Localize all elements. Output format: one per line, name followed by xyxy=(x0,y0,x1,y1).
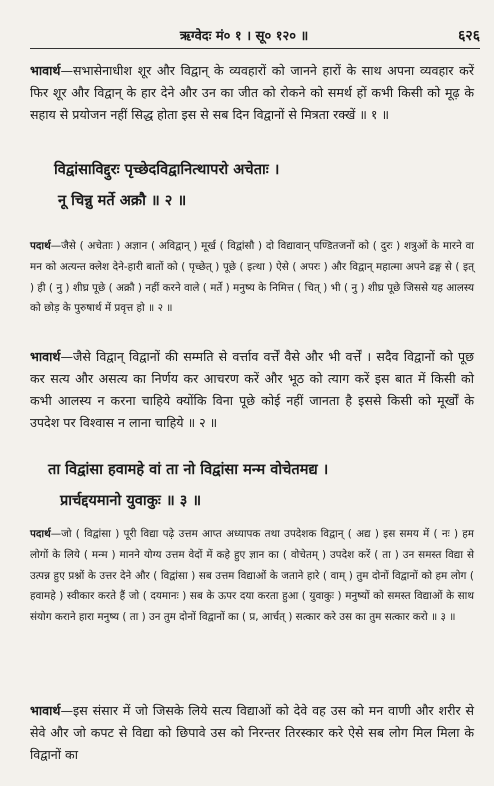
running-header xyxy=(30,22,480,49)
bhavarth-paragraph-3 xyxy=(30,700,474,766)
bhavarth-text: —जैसे विद्वान् विद्वानों की सम्मति से वर्त्ताव वर्त्तें वैसे और भी वर्त्तें । सदैव विद्वानों को पूछ कर सत्य और असत्य का निर्णय कर आचरण करें और भूठ को त्याग करें इस बात में किसी को कभी आलस्य न करना चाहिये क्योंकि विना पूछे कोई नहीं जानता है इससे किसी को मूर्खों के उपदेश पर विश्वास न लाना चाहिये ॥ २ ॥ xyxy=(30,349,474,430)
bhavarth-text: —सभासेनाधीश शूर और विद्वान् के व्यवहारों को जानने हारों के साथ अपना व्यवहार करें फिर शूर और विद्वान् के हार देने और उन का जीत को रोकने को समर्थ हों कभी किसी को मूढ़ के सहाय से प्रयोजन नहीं सिद्ध होता इस से सब दिन विद्वानों से मित्रता रक्खें ॥ १ ॥ xyxy=(30,63,474,122)
mantra-line: प्रार्चद्दयमानो युवाकुः ॥ ३ ॥ xyxy=(60,492,202,509)
bhavarth-text: —इस संसार में जो जिसके लिये सत्य विद्याओं को देवे वह उस को मन वाणी और शरीर से सेवे और जो कपट से विद्या को छिपावे उस को निरन्तर तिरस्कार करे ऐसे सब लोग मिल मिला के विद्वानों का xyxy=(30,703,474,762)
bhavarth-label: भावार्थ xyxy=(30,703,61,718)
padarth-label: पदार्थ xyxy=(30,240,51,252)
bhavarth-paragraph-2 xyxy=(30,346,474,434)
bhavarth-label: भावार्थ xyxy=(30,349,61,364)
padarth-paragraph-3 xyxy=(30,524,474,628)
mantra-line: ता विद्वांसा हवामहे वां ता नो विद्वांसा मन्म वोचेतमद्य । xyxy=(48,461,329,478)
mantra-line: विद्वांसाविद्दुरः पृच्छेदविद्वानित्थापरो अचेताः । xyxy=(54,161,280,178)
padarth-label: पदार्थ xyxy=(30,528,51,540)
bhavarth-paragraph-1 xyxy=(30,60,474,126)
mantra-line: नू चिन्नु मर्ते अक्रौ ॥ २ ॥ xyxy=(58,192,187,209)
padarth-paragraph-2 xyxy=(30,236,474,319)
mantra-verse-3 xyxy=(30,454,474,516)
bhavarth-label: भावार्थ xyxy=(30,63,61,78)
mantra-verse-2 xyxy=(30,154,474,216)
padarth-text: —जो ( विद्वांसा ) पूरी विद्या पढ़े उत्तम आप्त अध्यापक तथा उपदेशक विद्वान् ( अद्य ) इस समय में ( नः ) हम लोगों के लिये ( मन्म ) मानने योग्य उत्तम वेदों में कहे हुए ज्ञान का ( वोचेतम् ) उपदेश करें ( ता ) उन समस्त विद्या से उत्पन्न हुए प्रश्नों के उत्तर देने और ( विद्वांसा ) सब उत्तम विद्याओं के जताने हारे ( वाम् ) तुम दोनों विद्वानों को हम लोग ( हवामहे ) स्वीकार करते हैं जो ( दयमानः ) सब के ऊपर दया करता हुआ ( युवाकुः ) मनुष्यों को समस्त विद्याओं के साथ संयोग कराने हारा मनुष्य ( ता ) उन तुम दोनों विद्वानों का ( प्र, आर्चत् ) सत्कार करे उस का तुम सत्कार करो ॥ ३ ॥ xyxy=(30,528,474,624)
padarth-text: —जैसे ( अचेताः ) अज्ञान ( अविद्वान् ) मूर्ख ( विद्वांसौ ) दो विद्यावान् पण्डितजनों को ( दुरः ) शत्रुओं के मारने वा मन को अत्यन्त क्लेश देने-हारी बातों को ( पृच्छेत् ) पूछे ( इत्था ) ऐसे ( अपरः ) और विद्वान् महात्मा अपने ढङ्ग से ( इत् ) ही ( नु ) शीघ्र पूछे ( अक्रौ ) नहीं करने वाले ( मर्ते ) मनुष्य के निमित्त ( चित् ) भी ( नु ) शीघ्र पूछे जिससे यह आलस्य को छोड़ के पुरुषार्थ में प्रवृत्त हो ॥ २ ॥ xyxy=(30,240,474,315)
page-number: ६२६ xyxy=(458,27,480,44)
running-title: ऋग्वेदः मं० १ । सू० १२० ॥ xyxy=(179,29,309,44)
